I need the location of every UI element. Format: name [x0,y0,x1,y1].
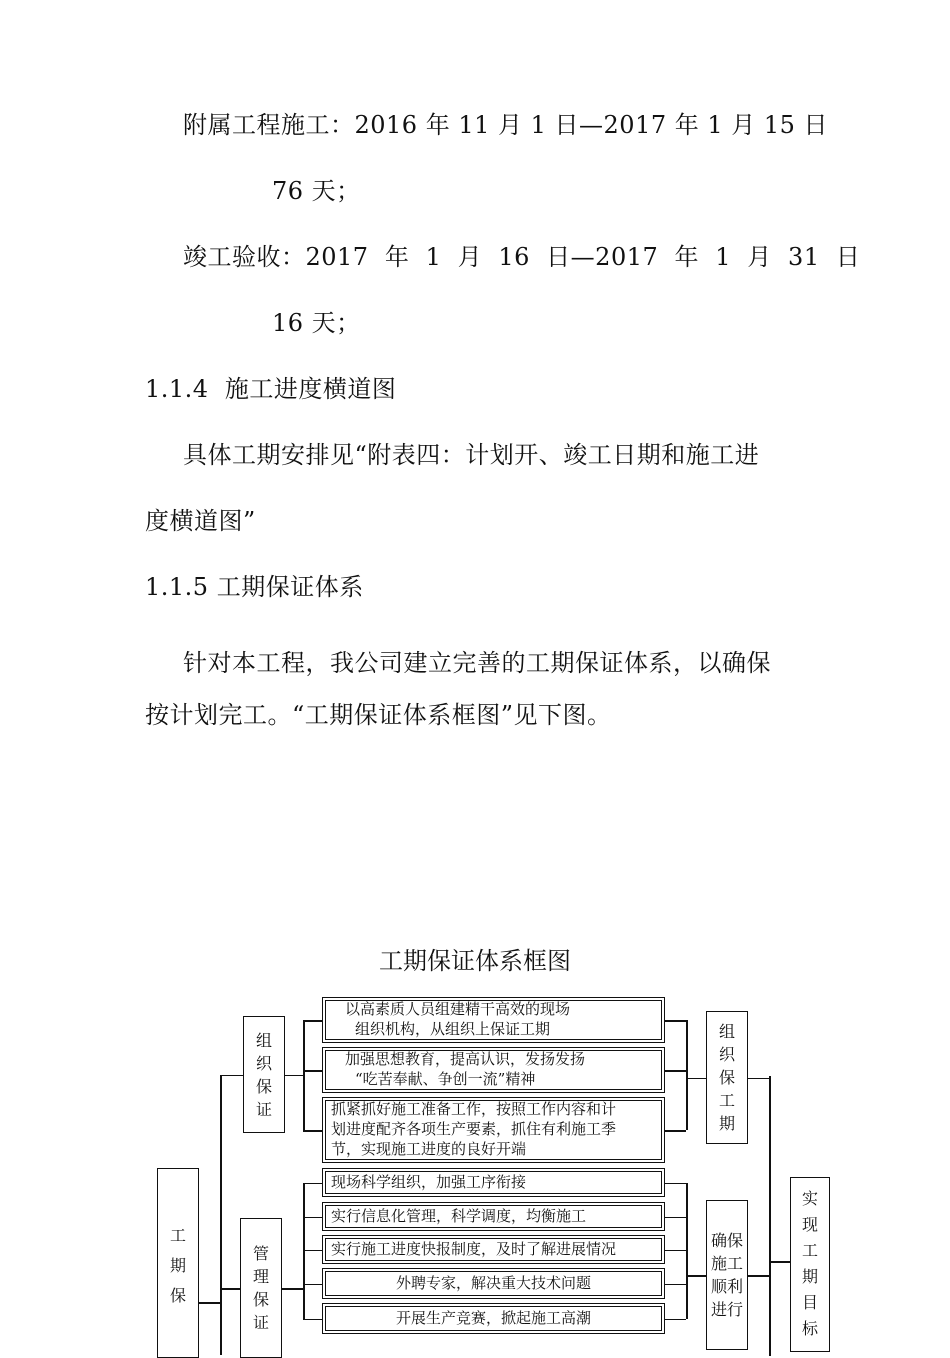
measure-item [322,1235,665,1264]
measure-item [322,1168,665,1197]
item-left-connector [303,1250,322,1252]
section-heading-115: 1.1.5 工期保证体系 [145,573,364,601]
schedule-line-acceptance: 竣工验收：2017 年 1 月 16 日—2017 年 1 月 31 日 [183,243,861,271]
vertical-char: 保 [255,1076,272,1096]
measure-item [322,1268,665,1299]
group-connector [220,1075,243,1077]
outcome-line: 施工 [710,1254,743,1273]
vertical-char: 证 [252,1313,269,1332]
measure-item-text: 抓紧抓好施工准备工作，按照工作内容和计 [331,1100,617,1118]
vertical-char: 证 [255,1099,272,1119]
vertical-char: 组 [255,1030,272,1050]
item-left-connector [303,1130,322,1132]
vertical-char: 织 [255,1053,272,1073]
goal-spine [769,1076,771,1356]
goal-connector [769,1261,790,1263]
item-right-connector [665,1020,686,1022]
vertical-char: 期 [801,1267,818,1286]
group-left-spine [303,1020,305,1130]
spine-to-outcome [686,1275,706,1277]
outcome-to-goal [748,1275,769,1277]
item-left-connector [303,1217,322,1219]
group-label-management [240,1218,282,1358]
outcome-line: 进行 [710,1300,743,1319]
vertical-char: 保 [169,1286,186,1305]
vertical-char: 标 [801,1319,818,1338]
item-right-connector [665,1250,686,1252]
outcome-to-goal [748,1078,769,1080]
item-left-connector [303,1070,322,1072]
item-right-connector [665,1070,686,1072]
vertical-char: 保 [252,1290,269,1309]
vertical-char: 期 [169,1256,186,1275]
measure-item-text: 划进度配齐各项生产要素，抓住有利施工季 [331,1120,617,1138]
measure-item-text: 开展生产竞赛，掀起施工高潮 [395,1309,591,1327]
measure-item [322,1047,665,1093]
measure-item [322,1202,665,1231]
vertical-char: 管 [252,1244,269,1263]
section-body-115-line2: 按计划完工。“工期保证体系框图”见下图。 [145,701,612,729]
measure-item [322,1097,665,1163]
measure-item-text: 实行施工进度快报制度，及时了解进展情况 [331,1240,617,1258]
diagram-title: 工期保证体系框图 [379,947,571,975]
group-label-organization [243,1016,285,1133]
item-left-connector [303,1319,322,1321]
section-body-115-line1: 针对本工程，我公司建立完善的工期保证体系，以确保 [183,649,771,677]
section-body-114-line1: 具体工期安排见“附表四：计划开、竣工日期和施工进 [183,441,760,469]
measure-item [322,997,665,1043]
vertical-char: 实 [801,1189,818,1208]
root-box [157,1168,199,1358]
group-right-spine [686,1183,688,1319]
goal-box [790,1177,830,1352]
section-heading-114: 1.1.4 施工进度横道图 [145,375,397,403]
item-left-connector [303,1284,322,1286]
item-right-connector [665,1130,686,1132]
outcome-line: 顺利 [710,1277,743,1296]
measure-item-text: 现场科学组织，加强工序衔接 [331,1173,527,1191]
schedule-line-acceptance-days: 16 天； [272,309,361,337]
measure-item [322,1303,665,1334]
group-outcome-management [706,1200,748,1350]
vertical-char: 工 [718,1091,735,1110]
vertical-char: 保 [718,1068,735,1087]
vertical-char: 工 [169,1226,186,1245]
measure-item-text: 节，实现施工进度的良好开端 [331,1140,527,1158]
measure-item-text: “吃苦奉献、争创一流”精神 [355,1070,536,1088]
measure-item-text: 外聘专家，解决重大技术问题 [395,1274,591,1292]
vertical-char: 组 [718,1022,735,1041]
item-right-connector [665,1217,686,1219]
item-right-connector [665,1319,686,1321]
label-to-spine [285,1075,303,1077]
vertical-char: 期 [718,1114,735,1133]
group-outcome-organization [706,1011,748,1144]
schedule-line-ancillary: 附属工程施工：2016 年 11 月 1 日—2017 年 1 月 15 日 [183,111,829,139]
vertical-char: 目 [801,1293,818,1312]
measure-item-text: 组织机构，从组织上保证工期 [355,1020,551,1038]
outcome-line: 确保 [710,1231,743,1250]
label-to-spine [282,1288,303,1290]
vertical-char: 织 [718,1045,735,1064]
section-body-114-line2: 度横道图” [145,507,256,535]
spine-to-outcome [686,1078,706,1080]
group-connector [220,1288,240,1290]
vertical-char: 现 [801,1215,818,1234]
item-right-connector [665,1284,686,1286]
schedule-line-ancillary-days: 76 天； [272,177,361,205]
measure-item-text: 实行信息化管理，科学调度，均衡施工 [331,1207,587,1225]
measure-item-text: 以高素质人员组建精干高效的现场 [345,1000,571,1018]
vertical-char: 理 [252,1267,269,1286]
vertical-char: 工 [801,1241,818,1260]
measure-item-text: 加强思想教育，提高认识，发扬发扬 [345,1050,586,1068]
item-left-connector [303,1183,322,1185]
item-left-connector [303,1020,322,1022]
group-right-spine [686,1020,688,1130]
item-right-connector [665,1183,686,1185]
root-spine [220,1075,222,1355]
root-connector [199,1302,220,1304]
